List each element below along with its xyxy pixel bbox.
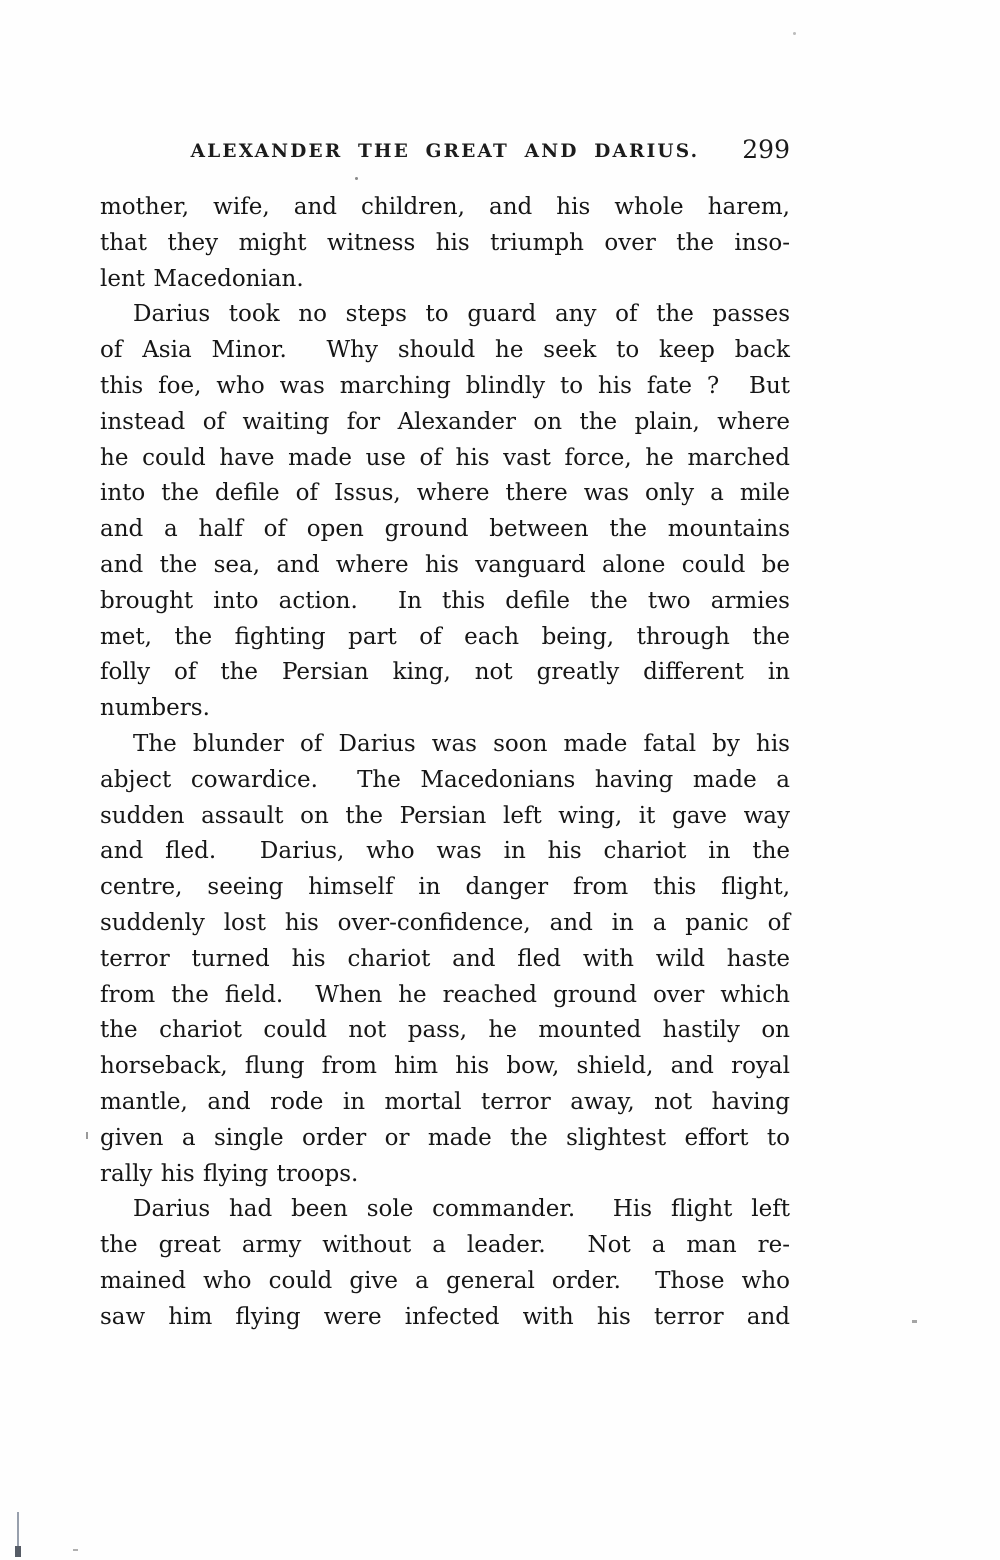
text-line: mantle, and rode in mortal terror away, not having [100, 1088, 790, 1115]
paragraph [100, 190, 790, 297]
text-line: folly of the Persian king, not greatly different in [100, 659, 790, 686]
text-line: lent Macedonian. [100, 265, 304, 292]
text-line: terror turned his chariot and fled with wild haste [100, 945, 790, 972]
text-line: abject cowardice. The Macedonians having made a [100, 766, 790, 793]
text-line: the chariot could not pass, he mounted hastily on [100, 1017, 790, 1044]
paragraph [100, 297, 790, 727]
scan-speck [793, 32, 796, 35]
text-line: and fled. Darius, who was in his chariot in the [100, 838, 790, 865]
text-line: of Asia Minor. Why should he seek to keep back [100, 337, 790, 364]
text-line: mother, wife, and children, and his whole harem, [100, 194, 790, 220]
text-line: Darius took no steps to guard any of the passes [133, 301, 790, 328]
text-line: numbers. [100, 695, 210, 722]
text-line: instead of waiting for Alexander on the plain, where [100, 408, 790, 435]
text-line: met, the fighting part of each being, through the [100, 623, 790, 650]
text-line: The blunder of Darius was soon made fatal by his [133, 730, 790, 757]
scan-speck [73, 1549, 78, 1551]
paragraph [100, 727, 790, 1192]
text-line: mained who could give a general order. Those who [100, 1267, 790, 1294]
text-line: rally his flying troops. [100, 1160, 359, 1187]
page-header [100, 135, 790, 171]
scan-speck [15, 1546, 21, 1557]
scan-speck [355, 177, 358, 180]
text-line: and the sea, and where his vanguard alone could be [100, 551, 790, 578]
scan-speck [912, 1320, 917, 1323]
text-line: centre, seeing himself in danger from this flight, [100, 874, 790, 901]
text-line: suddenly lost his over-confidence, and in a panic of [100, 909, 790, 936]
text-line: that they might witness his triumph over the inso- [100, 229, 790, 256]
text-line: the great army without a leader. Not a man re- [100, 1232, 790, 1259]
text-line: given a single order or made the slightest effort to [100, 1124, 790, 1151]
text-line: saw him flying were infected with his terror and [100, 1303, 790, 1330]
text-line: from the field. When he reached ground over which [100, 981, 790, 1008]
scan-speck [86, 1132, 88, 1139]
text-line: brought into action. In this defile the two armies [100, 587, 790, 614]
text-line: he could have made use of his vast force, he marched [100, 444, 790, 471]
text-line: sudden assault on the Persian left wing, it gave way [100, 802, 790, 829]
text-line: Darius had been sole commander. His flight left [133, 1196, 790, 1223]
page-number: 299 [742, 135, 790, 164]
text-line: horseback, flung from him his bow, shield, and royal [100, 1053, 790, 1080]
text-line: into the defile of Issus, where there was only a mile [100, 480, 790, 507]
text-line: this foe, who was marching blindly to his fate ? But [100, 372, 790, 399]
paragraph [100, 1192, 790, 1335]
text-line: and a half of open ground between the mountains [100, 516, 790, 543]
text-block [100, 190, 790, 1336]
running-title: ALEXANDER THE GREAT AND DARIUS. [190, 141, 700, 162]
